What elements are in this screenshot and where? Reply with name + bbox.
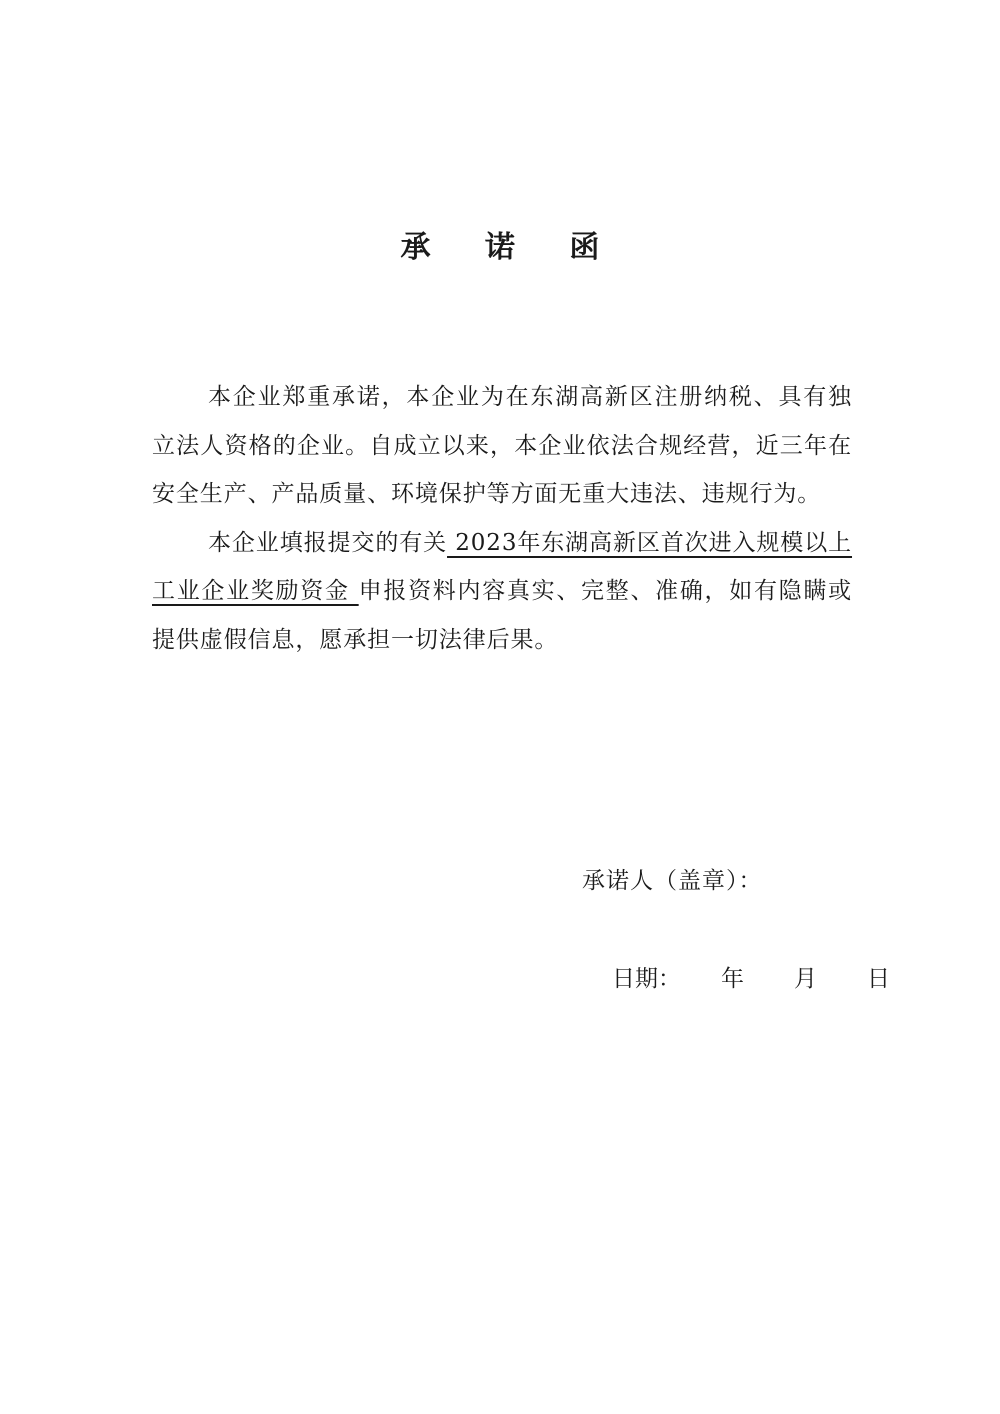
date-month: 月 — [794, 966, 817, 992]
date-label: 日期： — [612, 966, 681, 992]
paragraph-2-lead: 本企业填报提交的有关 — [208, 529, 448, 556]
document-body — [152, 373, 852, 664]
date-day: 日 — [867, 966, 890, 992]
signature-label: 承诺人（盖章）： — [582, 868, 763, 894]
paragraph-2-tail: 申报资料内容真实、完整、准确，如有隐瞒或提供虚假信息，愿承担一切法律后果。 — [152, 578, 852, 653]
document-title: 承 诺 函 — [400, 230, 622, 265]
commitment-paragraph-2 — [152, 519, 852, 665]
commitment-paragraph-1: 本企业郑重承诺，本企业为在东湖高新区注册纳税、具有独立法人资格的企业。自成立以来，本企业依法合规经营，近三年在安全生产、产品质量、环境保护等方面无重大违法、违规行为。 — [152, 384, 852, 507]
date-line — [612, 960, 890, 993]
date-year: 年 — [721, 966, 744, 992]
funding-program-name: 2023年东湖高新区首次进入规模以上工业企业奖励资金 — [152, 529, 853, 604]
